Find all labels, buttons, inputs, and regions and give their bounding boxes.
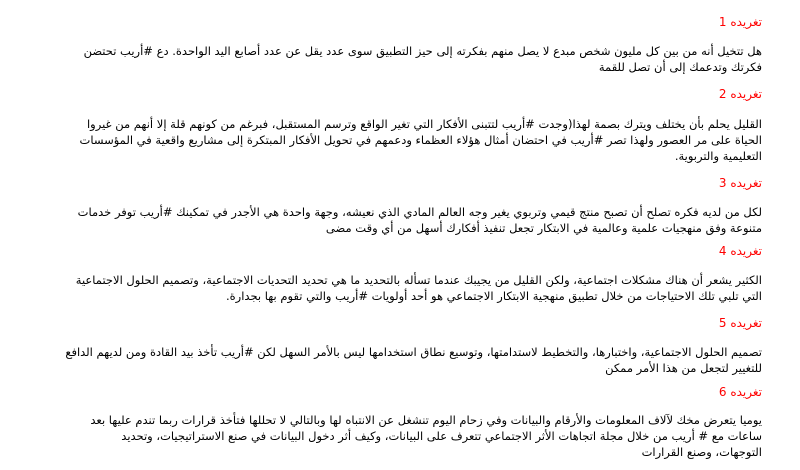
tweet-section-3 bbox=[32, 175, 762, 236]
tweet-heading: تغريده 4 bbox=[718, 244, 762, 258]
tweet-line: ساعات مع # أريب من خلال مجلة اتجاهات الأثر الاجتماعي تتعرف على البيانات، وكيف أثر دخول البيانات في صنع الاستراتيجيات، وتحديد bbox=[121, 429, 762, 443]
tweet-section-6 bbox=[32, 384, 762, 460]
tweet-heading: تغريده 3 bbox=[718, 176, 762, 190]
tweet-line: متنوعة وفق منهجيات علمية وعالمية في الابتكار تجعل تنفيذ أفكارك أسهل من أي وقت مضى bbox=[325, 221, 762, 235]
tweet-line: التي تلبي تلك الاحتياجات من خلال تطبيق منهجية الابتكار الاجتماعي هو أحد أولويات #أريب والتي تقوم بها بجدارة. bbox=[226, 289, 762, 303]
tweet-line: الكثير يشعر أن هناك مشكلات اجتماعية، ولكن القليل من يجيبك عندما تسأله بالتحديد ما هي تحديد التحديات الاجتماعية، وتصميم الحلول الاجتماعية bbox=[75, 273, 762, 287]
tweet-line: القليل يحلم بأن يختلف ويترك بصمة لهذا(وجدت #أريب لتتبنى الأفكار التي تغير الواقع وترسم المستقبل، فبرغم من كونهم قلة إلا أنهم من غيروا bbox=[86, 117, 762, 131]
tweet-line: التوجهات، وصنع القرارات bbox=[641, 445, 762, 459]
tweet-line: يوميا يتعرض مخك لآلاف المعلومات والأرقام والبيانات وفي زحام اليوم تنشغل عن الانتباه لها وبالتالي لا تحللها فتأخذ قرارات ربما تندم عليها بعد bbox=[90, 413, 762, 427]
tweet-line: للتغيير لتجعل من هذا الأمر ممكن bbox=[605, 361, 762, 375]
tweet-body bbox=[32, 344, 762, 376]
tweet-body bbox=[32, 204, 762, 236]
tweet-line: تصميم الحلول الاجتماعية، واختبارها، والتخطيط لاستدامتها، وتوسيع نطاق استخدامها ليس بالأمر السهل لكن #أريب تأخذ بيد القادة ومن لديهم الدافع bbox=[65, 345, 762, 359]
tweet-section-2 bbox=[32, 86, 762, 164]
tweet-body bbox=[32, 116, 762, 164]
tweet-heading: تغريده 6 bbox=[718, 385, 762, 399]
tweet-heading: تغريده 2 bbox=[718, 87, 762, 101]
tweet-line: فكرتك وتدعمك إلى أن تصل للقمة bbox=[598, 60, 762, 74]
tweet-body bbox=[32, 43, 762, 75]
tweet-line: لكل من لديه فكره تصلح أن تصبح منتج قيمي وتربوي يغير وجه العالم المادي الذي نعيشه، وجهة واحدة هي الأجدر في تمكينك #أريب توفر خدمات bbox=[77, 205, 762, 219]
tweet-section-1 bbox=[32, 14, 762, 75]
tweet-line: الحياة على مر العصور ولهذا تصر #أريب في احتضان أمثال هؤلاء العظماء ودعمهم في تحويل الأفكار المبتكرة إلى مشاريع واقعية في المؤسسات bbox=[79, 133, 762, 147]
tweet-line: هل تتخيل أنه من بين كل مليون شخص مبدع لا يصل منهم بفكرته إلى حيز التطبيق سوى عدد يقل عن عدد أصابع اليد الواحدة. دع #أريب تحتضن bbox=[83, 44, 762, 58]
tweet-section-5 bbox=[32, 315, 762, 376]
tweet-body bbox=[32, 412, 762, 460]
tweet-body bbox=[32, 272, 762, 304]
tweet-line: التعليمية والتربوية. bbox=[674, 149, 762, 163]
tweet-heading: تغريده 5 bbox=[718, 316, 762, 330]
tweet-heading: تغريده 1 bbox=[718, 15, 762, 29]
tweet-section-4 bbox=[32, 243, 762, 304]
